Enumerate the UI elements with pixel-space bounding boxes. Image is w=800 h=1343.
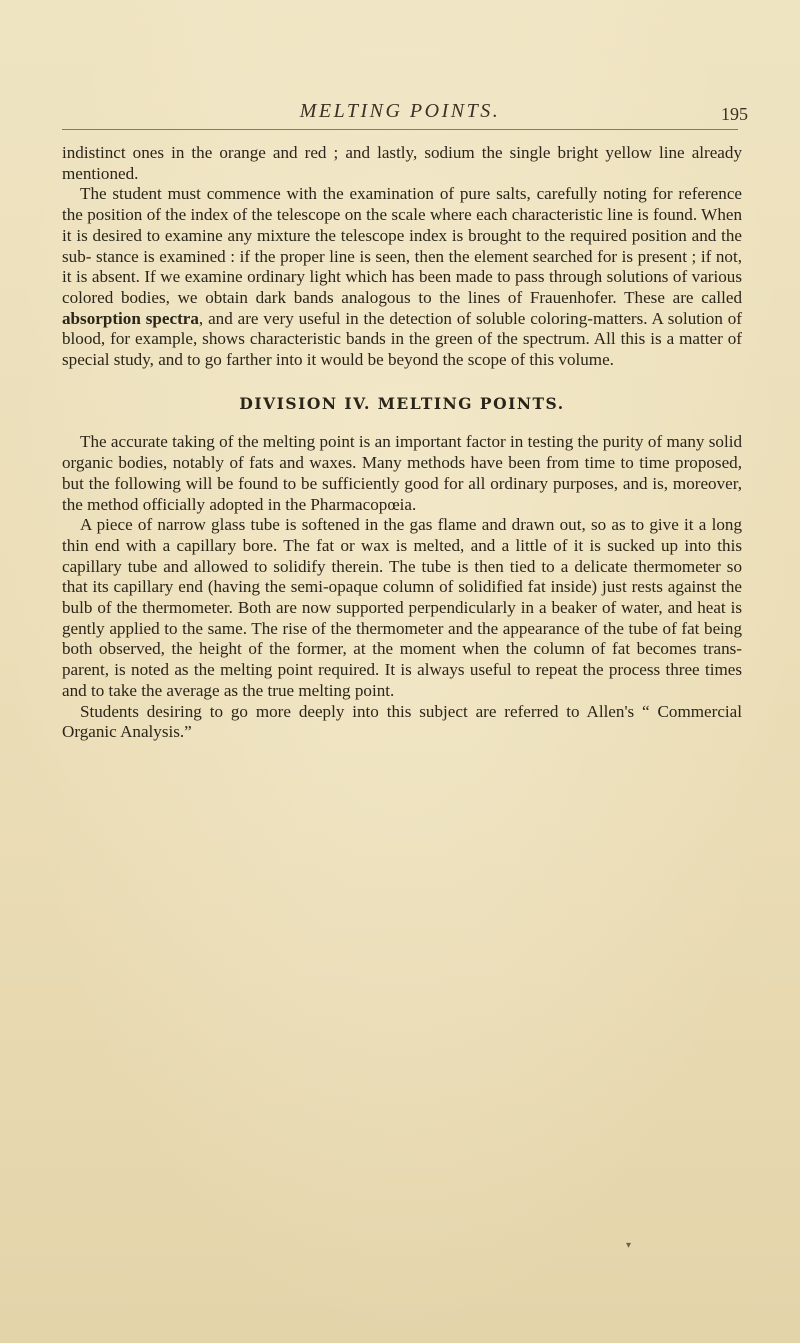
division-heading: DIVISION IV. MELTING POINTS. (239, 393, 565, 413)
running-head: MELTING POINTS. (299, 100, 501, 122)
paragraph-reference: Students desiring to go more deeply into this subject are referred to Allen's “ Commercial Organic Analysis.” (62, 701, 742, 742)
paragraph-spectrum-examination (62, 184, 742, 370)
paragraph-continuation: indistinct ones in the orange and red ; and lastly, sodium the single bright yellow line already mentioned. (62, 143, 742, 183)
paragraph-method: A piece of narrow glass tube is softened in the gas flame and drawn out, so as to give it a long thin end with a capillary bore. The fat or wax is melted, and a little of it is sucked up into this capillary tube and allowed to solidify therein. The tube is then tied to a delicate thermometer so that its capillary end (having the semi-opaque column of solidified fat inside) just rests against the bulb of the thermometer. Both are now supported perpendicularly in a beaker of water, and heat is gently applied to the same. The rise of the thermometer and the appearance of the tube of fat being both observed, the height of the former, at the moment when the column of fat becomes trans- parent, is noted as the melting point required. It is always useful to repeat the process three times and to take the average as the true melting point. (62, 515, 742, 700)
paragraph-melting-point-intro: The accurate taking of the melting point is an important factor in testing the purity of many solid organic bodies, notably of fats and waxes. Many methods have been from time to time proposed, but the following will be found to be sufficiently good for all ordinary purposes, and is, moreover, the method officially adopted in the Pharmacopœia. (62, 432, 742, 514)
header-rule (62, 129, 738, 130)
paragraph-text-part: The student must commence with the examination of pure salts, carefully noting for reference the position of the index of the telescope on the scale where each characteristic line is found. When it is desired to examine any mixture the telescope index is brought to the required position and the sub- stance is examined : if the proper line is seen, then the element searched for is present ; if not, it is absent. If we examine ordinary light which has been made to pass through solutions of various colored bodies, we obtain dark bands analogous to the lines of Frauenhofer. These are called (62, 184, 742, 307)
page-number: 195 (721, 104, 748, 124)
paragraph-text-part: , and are very useful in the detection of soluble coloring-matters. A solution of blood, for example, shows characteristic bands in the green of the spectrum. All this is a matter of special study, and to go farther into it would be beyond the scope of this volume. (62, 308, 742, 370)
bold-term-absorption-spectra: absorption spectra (62, 308, 199, 328)
print-speck-mark: ▾ (626, 1240, 632, 1251)
body-text (62, 143, 742, 743)
